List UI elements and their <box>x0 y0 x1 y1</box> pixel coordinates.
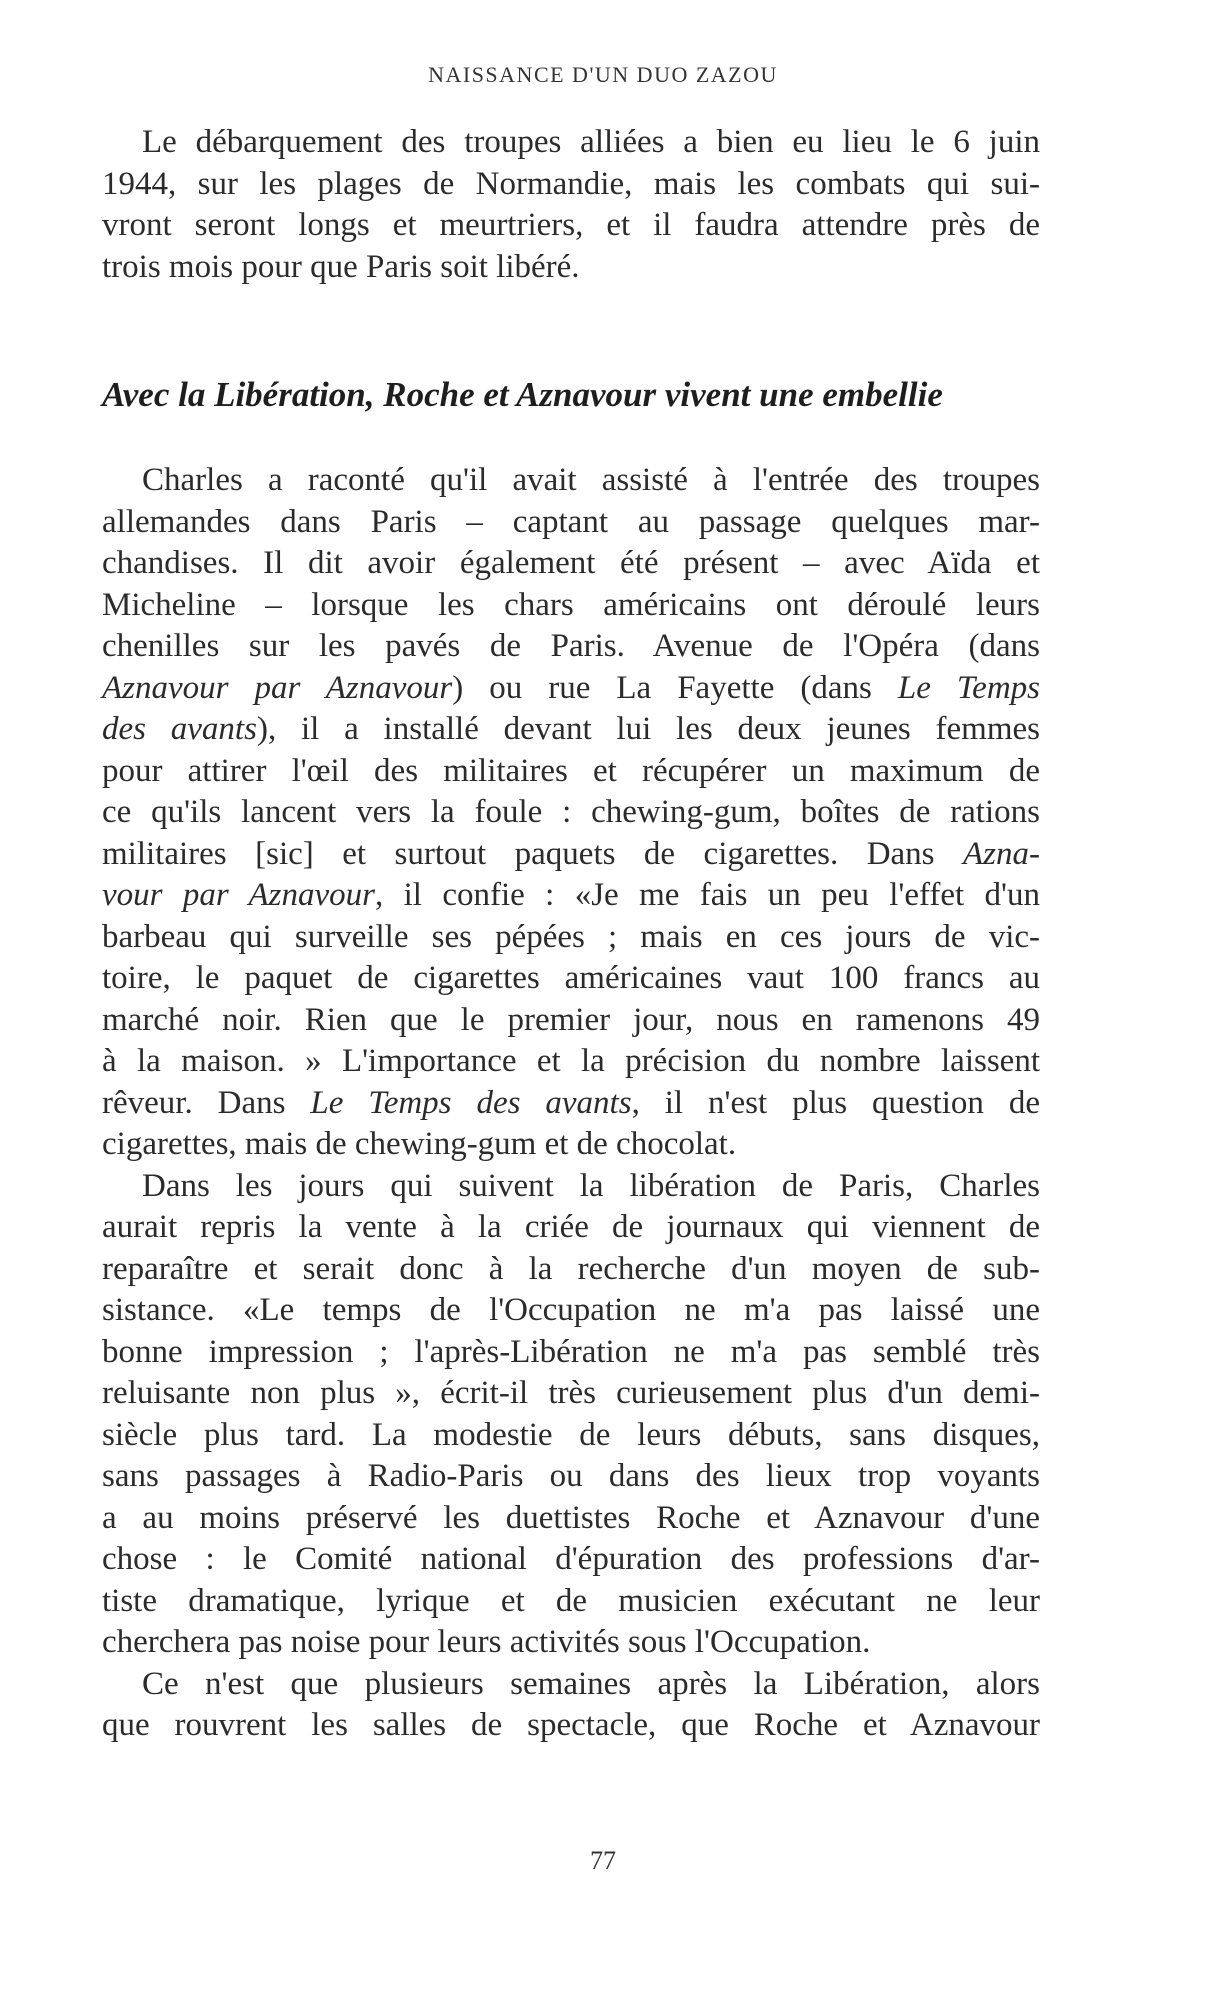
p1-line-11 <box>102 875 1040 917</box>
p1-line-10 <box>102 834 1040 876</box>
p1-line-1: Charles a raconté qu'il avait assisté à l'entrée des troupes <box>142 462 1040 498</box>
paragraph-1 <box>102 460 1040 1166</box>
intro-line-1: Le débarquement des troupes alliées a bien eu lieu le 6 juin <box>142 124 1040 160</box>
p2-line-4: sistance. «Le temps de l'Occupation ne m'a pas laissé une <box>102 1292 1040 1328</box>
book-title-italic: Le Temps des avants <box>310 1084 632 1121</box>
p1-line-16-text: rêveur. Dans <box>102 1084 311 1121</box>
p1-line-9: ce qu'ils lancent vers la foule : chewing-gum, boîtes de rations <box>102 794 1040 830</box>
p1-line-12: barbeau qui surveille ses pépées ; mais en ces jours de vic- <box>102 918 1040 955</box>
intro-paragraph <box>102 122 1040 288</box>
p1-line-8: pour attirer l'œil des militaires et récupérer un maximum de <box>102 752 1040 789</box>
p1-line-7 <box>102 709 1040 751</box>
running-header: NAISSANCE D'UN DUO ZAZOU <box>428 62 778 87</box>
p2-line-11: tiste dramatique, lyrique et de musicien exécutant ne leur <box>102 1582 1040 1619</box>
p2-line-5: bonne impression ; l'après-Libération ne m'a pas semblé très <box>102 1333 1040 1370</box>
p3-line-1: Ce n'est que plusieurs semaines après la Libération, alors <box>142 1665 1040 1702</box>
p3-line-2: que rouvrent les salles de spectacle, que Roche et Aznavour <box>102 1707 1040 1743</box>
book-title-italic: vour par Aznavour <box>102 877 375 913</box>
p2-line-9: a au moins préservé les duettistes Roche et Aznavour d'une <box>102 1499 1040 1536</box>
p2-line-7: siècle plus tard. La modestie de leurs débuts, sans disques, <box>102 1416 1040 1453</box>
p1-line-2: allemandes dans Paris – captant au passage quelques mar- <box>102 503 1040 540</box>
p1-line-10-text: militaires [sic] et surtout paquets de cigarettes. Dans <box>102 835 963 872</box>
p2-line-6: reluisante non plus », écrit-il très curieusement plus d'un demi- <box>102 1375 1040 1411</box>
book-title-italic: des avants <box>102 711 257 747</box>
p2-line-1: Dans les jours qui suivent la libération de Paris, Charles <box>142 1167 1040 1204</box>
p1-line-11-text: , il confie : «Je me fais un peu l'effet d'un <box>374 877 1040 913</box>
intro-line-3: vront seront longs et meurtriers, et il faudra attendre près de <box>102 207 1040 243</box>
book-title-italic: Azna- <box>963 835 1040 872</box>
p2-line-8: sans passages à Radio-Paris ou dans des lieux trop voyants <box>102 1458 1040 1494</box>
body-text <box>102 460 1040 1747</box>
p2-line-10: chose : le Comité national d'épuration des professions d'ar- <box>102 1541 1040 1577</box>
p1-line-3: chandises. Il dit avoir également été présent – avec Aïda et <box>102 545 1040 581</box>
p1-line-16-rest: , il n'est plus question de <box>631 1084 1040 1121</box>
p1-line-13: toire, le paquet de cigarettes américaines vaut 100 francs au <box>102 960 1040 996</box>
p1-line-16 <box>102 1083 1040 1125</box>
p2-line-2: aurait repris la vente à la criée de journaux qui viennent de <box>102 1209 1040 1245</box>
p1-line-6 <box>102 668 1040 710</box>
p1-line-7-text: ), il a installé devant lui les deux jeunes femmes <box>256 711 1041 747</box>
p1-line-6-text: ) ou rue La Fayette (dans <box>452 669 898 706</box>
book-title-italic: Le Temps <box>897 669 1040 706</box>
p1-line-15: à la maison. » L'importance et la précision du nombre laissent <box>102 1043 1040 1079</box>
p2-line-3: reparaître et serait donc à la recherche d'un moyen de sub- <box>102 1250 1040 1287</box>
paragraph-2 <box>102 1166 1040 1664</box>
p1-line-14: marché noir. Rien que le premier jour, nous en ramenons 49 <box>102 1001 1040 1038</box>
p1-line-17: cigarettes, mais de chewing-gum et de chocolat. <box>102 1126 737 1162</box>
book-title-italic: Aznavour par Aznavour <box>102 669 453 706</box>
p1-line-5: chenilles sur les pavés de Paris. Avenue de l'Opéra (dans <box>102 628 1040 664</box>
intro-line-4: trois mois pour que Paris soit libéré. <box>102 248 580 285</box>
p1-line-4: Micheline – lorsque les chars américains ont déroulé leurs <box>102 586 1040 623</box>
paragraph-3 <box>102 1664 1040 1747</box>
section-heading: Avec la Libération, Roche et Aznavour vivent une embellie <box>102 375 943 414</box>
intro-line-2: 1944, sur les plages de Normandie, mais les combats qui sui- <box>102 165 1040 202</box>
page-number: 77 <box>590 1846 616 1875</box>
p2-line-12: cherchera pas noise pour leurs activités sous l'Occupation. <box>102 1624 871 1660</box>
